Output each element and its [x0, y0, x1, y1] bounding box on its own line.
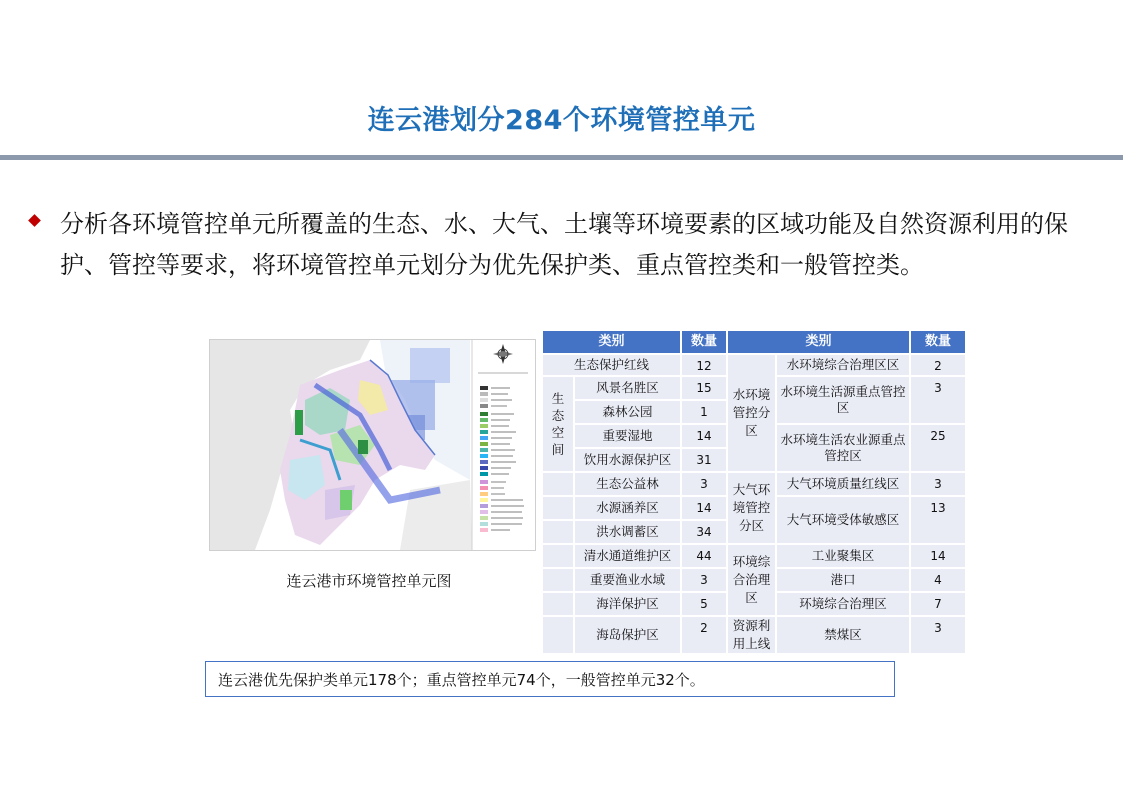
control-unit-map [209, 339, 536, 551]
header-category-right: 类别 [727, 330, 910, 354]
table-row: 重要渔业水域 3 港口 4 [542, 568, 966, 592]
page-title: 连云港划分284个环境管控单元 [367, 105, 756, 136]
bullet-diamond-icon [28, 214, 41, 227]
map-caption: 连云港市环境管控单元图 [286, 572, 452, 590]
table-row: 森林公园 1 [542, 400, 966, 424]
water-group-label: 水环境管控分区 [727, 354, 776, 472]
control-unit-table [541, 329, 967, 655]
resource-group-label: 资源利用上线 [727, 616, 776, 654]
table-row: 饮用水源保护区 31 [542, 448, 966, 472]
air-group-label: 大气环境管控分区 [727, 472, 776, 544]
table-row: 生态公益林 3 大气环境管控分区 大气环境质量红线区 3 [542, 472, 966, 496]
table-row: 生态保护红线 12 水环境管控分区 水环境综合治理区区 2 [542, 354, 966, 376]
map-graphic [210, 340, 535, 550]
env-group-label: 环境综合治理区 [727, 544, 776, 616]
table-row: 洪水调蓄区 34 [542, 520, 966, 544]
summary-box: 连云港优先保护类单元178个；重点管控单元74个，一般管控单元32个。 [205, 661, 895, 697]
table-row: 海岛保护区 2 资源利用上线 禁煤区 3 [542, 616, 966, 654]
table-row: 生态空间 风景名胜区 15 水环境生活源重点管控区 3 [542, 376, 966, 400]
table-header-row [542, 330, 966, 354]
table-row: 海洋保护区 5 环境综合治理区 7 [542, 592, 966, 616]
table-row: 重要湿地 14 水环境生活农业源重点管控区 25 [542, 424, 966, 448]
table-row: 清水通道维护区 44 环境综合治理区 工业聚集区 14 [542, 544, 966, 568]
header-count-right: 数量 [910, 330, 966, 354]
header-count-left: 数量 [681, 330, 727, 354]
eco-space-group-label: 生态空间 [542, 376, 574, 472]
table-row: 水源涵养区 14 大气环境受体敏感区 13 [542, 496, 966, 520]
title-divider [0, 155, 1123, 160]
header-category-left: 类别 [542, 330, 681, 354]
body-paragraph: 分析各环境管控单元所覆盖的生态、水、大气、土壤等环境要素的区域功能及自然资源利用的保护、管控等要求，将环境管控单元划分为优先保护类、重点管控类和一般管控类。 [60, 210, 1068, 279]
